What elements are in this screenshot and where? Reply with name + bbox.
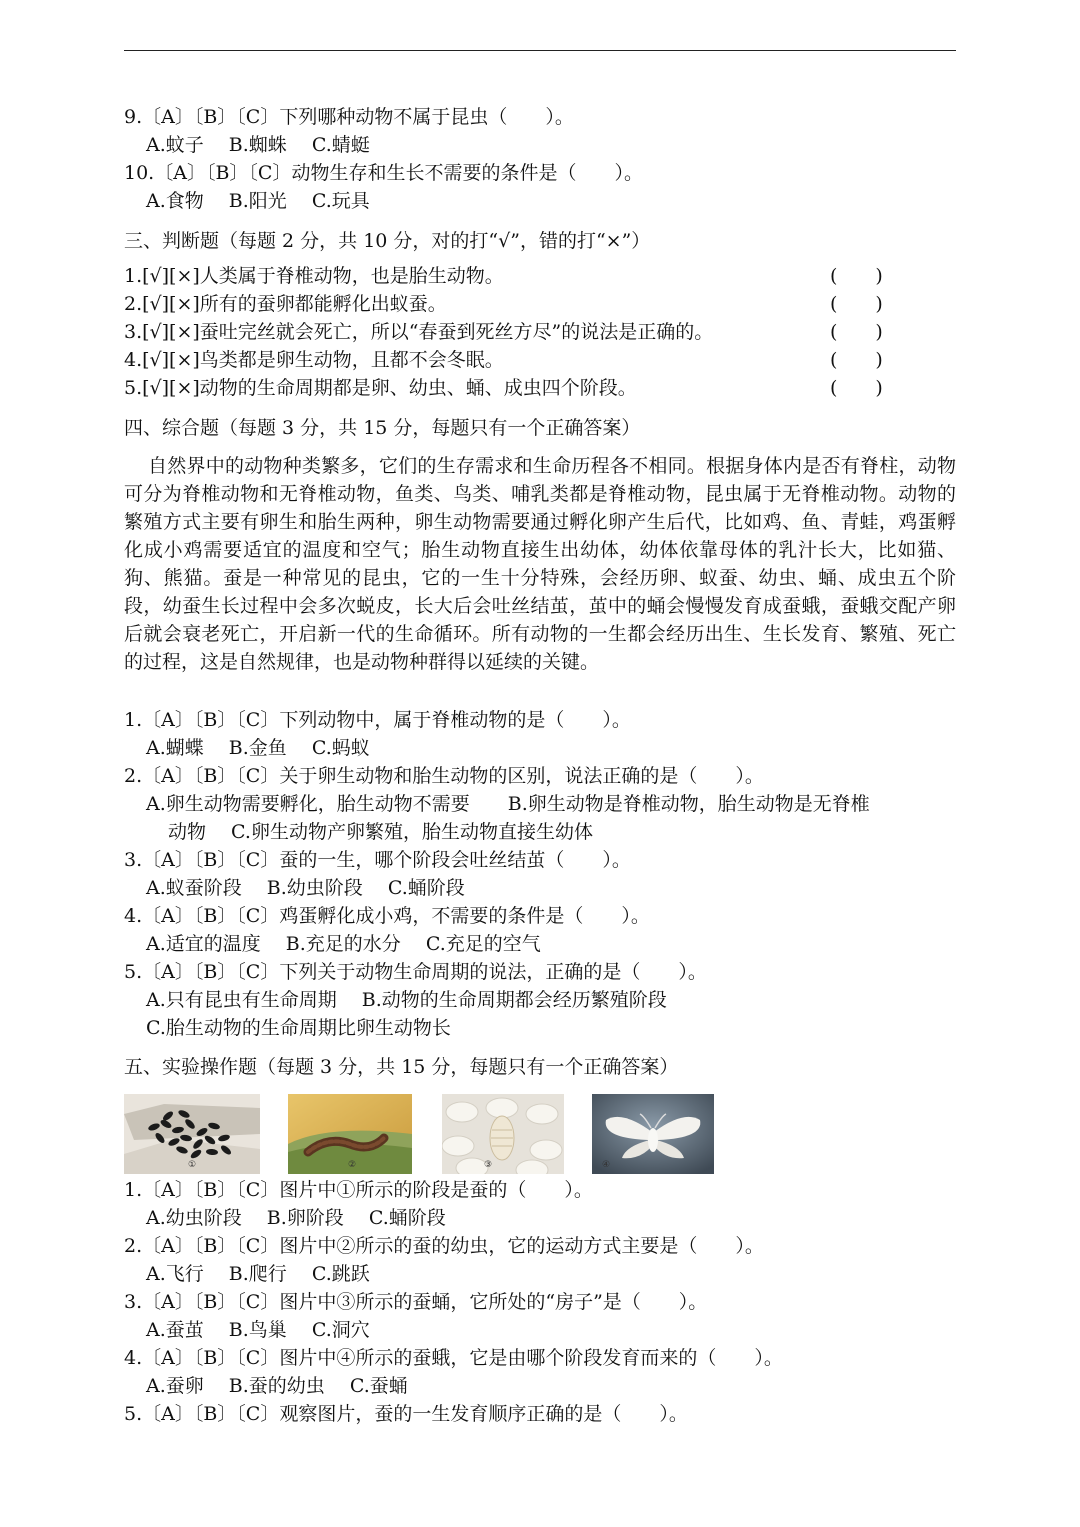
s4-question-5: 5.〔A〕〔B〕〔C〕下列关于动物生命周期的说法，正确的是（ ）。 bbox=[124, 961, 707, 983]
s4-question-2-options: A.卵生动物需要孵化，胎生动物不需要 B.卵生动物是脊椎动物，胎生动物是无脊椎 bbox=[146, 793, 870, 815]
silkworm-eggs-photo bbox=[124, 1094, 260, 1174]
picture-number-2: ② bbox=[348, 1160, 357, 1170]
picture-number-3: ③ bbox=[484, 1160, 493, 1170]
picture-number-1: ① bbox=[188, 1160, 197, 1170]
silkworm-larva-photo bbox=[288, 1094, 412, 1174]
judge-item-2: 2.[√][×]所有的蚕卵都能孵化出蚁蚕。 bbox=[124, 293, 447, 315]
judge-paren-3: ( ) bbox=[830, 321, 883, 343]
judge-item-1: 1.[√][×]人类属于脊椎动物，也是胎生动物。 bbox=[124, 265, 504, 287]
section-5-title: 五、实验操作题（每题 3 分，共 15 分，每题只有一个正确答案） bbox=[124, 1056, 679, 1078]
s4-question-1-options: A.蝴蝶 B.金鱼 C.蚂蚁 bbox=[146, 737, 370, 759]
silkworm-cocoon-pupa-photo bbox=[442, 1094, 564, 1174]
s5-question-1-options: A.幼虫阶段 B.卵阶段 C.蛹阶段 bbox=[146, 1207, 446, 1229]
judge-item-5: 5.[√][×]动物的生命周期都是卵、幼虫、蛹、成虫四个阶段。 bbox=[124, 377, 637, 399]
s5-question-3: 3.〔A〕〔B〕〔C〕图片中③所示的蚕蛹，它所处的“房子”是（ ）。 bbox=[124, 1291, 708, 1313]
judge-paren-2: ( ) bbox=[830, 293, 883, 315]
s5-question-2: 2.〔A〕〔B〕〔C〕图片中②所示的蚕的幼虫，它的运动方式主要是（ ）。 bbox=[124, 1235, 764, 1257]
section-3-title: 三、判断题（每题 2 分，共 10 分，对的打“√”，错的打“×”） bbox=[124, 230, 651, 252]
s4-question-3: 3.〔A〕〔B〕〔C〕蚕的一生，哪个阶段会吐丝结茧（ ）。 bbox=[124, 849, 631, 871]
s5-question-4: 4.〔A〕〔B〕〔C〕图片中④所示的蚕蛾，它是由哪个阶段发育而来的（ ）。 bbox=[124, 1347, 783, 1369]
question-9: 9.〔A〕〔B〕〔C〕下列哪种动物不属于昆虫（ ）。 bbox=[124, 106, 574, 128]
s4-question-2-options-cont: 动物 C.卵生动物产卵繁殖，胎生动物直接生幼体 bbox=[168, 821, 593, 843]
judge-item-3: 3.[√][×]蚕吐完丝就会死亡，所以“春蚕到死丝方尽”的说法是正确的。 bbox=[124, 321, 714, 343]
judge-paren-4: ( ) bbox=[830, 349, 883, 371]
s4-question-4: 4.〔A〕〔B〕〔C〕鸡蛋孵化成小鸡，不需要的条件是（ ）。 bbox=[124, 905, 650, 927]
s4-question-1: 1.〔A〕〔B〕〔C〕下列动物中，属于脊椎动物的是（ ）。 bbox=[124, 709, 631, 731]
question-9-options: A.蚊子 B.蜘蛛 C.蜻蜓 bbox=[146, 134, 370, 156]
question-10-options: A.食物 B.阳光 C.玩具 bbox=[146, 190, 370, 212]
s4-question-3-options: A.蚁蚕阶段 B.幼虫阶段 C.蛹阶段 bbox=[146, 877, 465, 899]
s5-question-3-options: A.蚕茧 B.鸟巢 C.洞穴 bbox=[146, 1319, 370, 1341]
silkworm-moth-photo bbox=[592, 1094, 714, 1174]
reading-passage: 自然界中的动物种类繁多，它们的生存需求和生命历程各不相同。根据身体内是否有脊柱，动物可分为脊椎动物和无脊椎动物，鱼类、鸟类、哺乳类都是脊椎动物，昆虫属于无脊椎动物。动物的繁殖方式主要有卵生和胎生两种，卵生动物需要通过孵化卵产生后代，比如鸡、鱼、青蛙，鸡蛋孵化成小鸡需要适宜的温度和空气；胎生动物直接生出幼体，幼体依靠母体的乳汁长大，比如猫、狗、熊猫。蚕是一种常见的昆虫，它的一生十分特殊，会经历卵、蚁蚕、幼虫、蛹、成虫五个阶段，幼蚕生长过程中会多次蜕皮，长大后会吐丝结茧，茧中的蛹会慢慢发育成蚕蛾，蚕蛾交配产卵后就会衰老死亡，开启新一代的生命循环。所有动物的一生都会经历出生、生长发育、繁殖、死亡的过程，这是自然规律，也是动物种群得以延续的关键。 bbox=[124, 455, 956, 673]
silkworm-pictures bbox=[124, 1094, 724, 1174]
judge-item-4: 4.[√][×]鸟类都是卵生动物，且都不会冬眠。 bbox=[124, 349, 504, 371]
s5-question-2-options: A.飞行 B.爬行 C.跳跃 bbox=[146, 1263, 370, 1285]
s4-question-4-options: A.适宜的温度 B.充足的水分 C.充足的空气 bbox=[146, 933, 541, 955]
picture-number-4: ④ bbox=[602, 1160, 611, 1170]
s5-question-5: 5.〔A〕〔B〕〔C〕观察图片，蚕的一生发育顺序正确的是（ ）。 bbox=[124, 1403, 688, 1425]
judge-paren-1: ( ) bbox=[830, 265, 883, 287]
s4-question-2: 2.〔A〕〔B〕〔C〕关于卵生动物和胎生动物的区别，说法正确的是（ ）。 bbox=[124, 765, 764, 787]
question-10: 10.〔A〕〔B〕〔C〕动物生存和生长不需要的条件是（ ）。 bbox=[124, 162, 643, 184]
header-rule bbox=[124, 50, 956, 51]
s4-question-5-options-cont: C.胎生动物的生命周期比卵生动物长 bbox=[146, 1017, 451, 1039]
judge-paren-5: ( ) bbox=[830, 377, 883, 399]
s5-question-1: 1.〔A〕〔B〕〔C〕图片中①所示的阶段是蚕的（ ）。 bbox=[124, 1179, 593, 1201]
s5-question-4-options: A.蚕卵 B.蚕的幼虫 C.蚕蛹 bbox=[146, 1375, 408, 1397]
section-4-title: 四、综合题（每题 3 分，共 15 分，每题只有一个正确答案） bbox=[124, 417, 641, 439]
s4-question-5-options: A.只有昆虫有生命周期 B.动物的生命周期都会经历繁殖阶段 bbox=[146, 989, 667, 1011]
